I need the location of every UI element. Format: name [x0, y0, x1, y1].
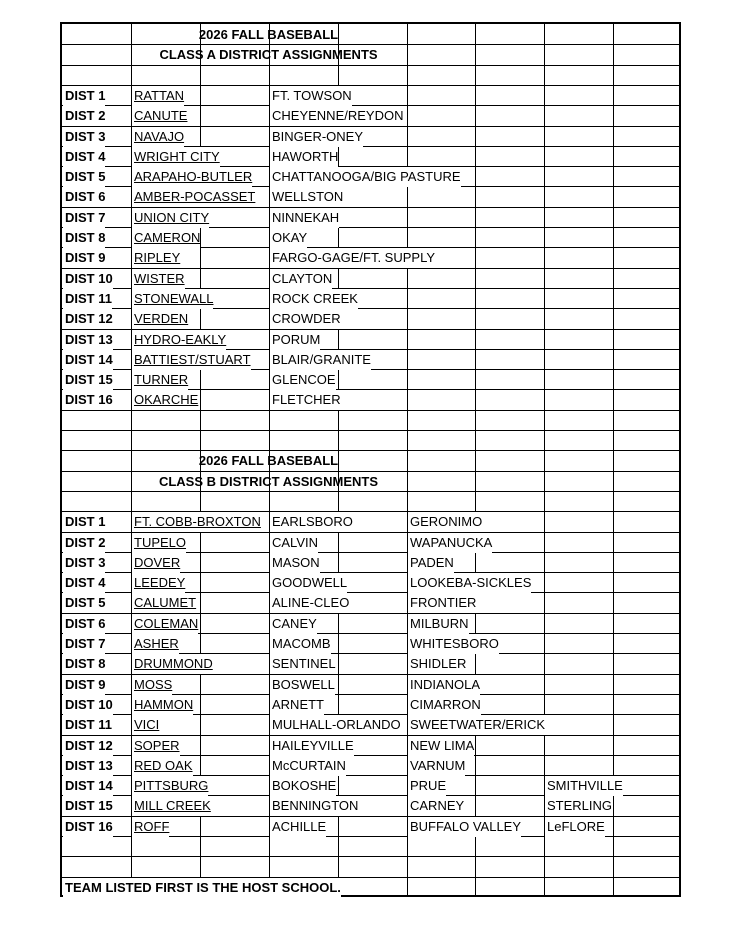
district-label: DIST 14: [63, 776, 113, 796]
district-label: DIST 7: [63, 208, 105, 228]
host-team: FT. COBB-BROXTON: [132, 512, 261, 532]
host-team: DRUMMOND: [132, 654, 213, 674]
district-label: DIST 2: [63, 533, 105, 553]
host-team: TURNER: [132, 370, 188, 390]
host-team: AMBER-POCASSET: [132, 187, 255, 207]
team-name: NEW LIMA: [408, 736, 474, 756]
team-name: SMITHVILLE: [545, 776, 623, 796]
team-name: HAWORTH: [270, 147, 338, 167]
team-name: BINGER-ONEY: [270, 127, 363, 147]
district-label: DIST 4: [63, 573, 105, 593]
grid-line: [62, 410, 679, 411]
team-name: ROCK CREEK: [270, 289, 358, 309]
district-label: DIST 11: [63, 715, 112, 735]
district-label: DIST 5: [63, 593, 105, 613]
host-team: RIPLEY: [132, 248, 180, 268]
grid-line: [544, 24, 545, 895]
team-name: MILBURN: [408, 614, 469, 634]
district-label: DIST 12: [63, 736, 113, 756]
team-name: WELLSTON: [270, 187, 343, 207]
team-name: CROWDER: [270, 309, 341, 329]
team-name: FT. TOWSON: [270, 86, 352, 106]
host-team: VICI: [132, 715, 159, 735]
district-label: DIST 4: [63, 147, 105, 167]
team-name: VARNUM: [408, 756, 465, 776]
team-name: CANEY: [270, 614, 317, 634]
district-label: DIST 10: [63, 695, 113, 715]
host-team: STONEWALL: [132, 289, 213, 309]
host-team: ARAPAHO-BUTLER: [132, 167, 252, 187]
section-subtitle: CLASS B DISTRICT ASSIGNMENTS: [158, 474, 379, 489]
host-team: LEEDEY: [132, 573, 185, 593]
district-label: DIST 3: [63, 553, 105, 573]
host-team: HYDRO-EAKLY: [132, 330, 226, 350]
team-name: SENTINEL: [270, 654, 336, 674]
district-label: DIST 12: [63, 309, 113, 329]
district-label: DIST 1: [63, 86, 105, 106]
grid-line: [62, 430, 679, 431]
district-label: DIST 2: [63, 106, 105, 126]
host-team: OKARCHE: [132, 390, 198, 410]
team-name: STERLING: [545, 796, 612, 816]
district-label: DIST 16: [63, 817, 113, 837]
team-name: McCURTAIN: [270, 756, 346, 776]
team-name: BENNINGTON: [270, 796, 358, 816]
district-label: DIST 11: [63, 289, 112, 309]
host-team: MILL CREEK: [132, 796, 211, 816]
district-label: DIST 10: [63, 269, 113, 289]
host-team: UNION CITY: [132, 208, 209, 228]
team-name: BOKOSHE: [270, 776, 336, 796]
district-assignment-sheet: [60, 22, 681, 897]
district-label: DIST 16: [63, 390, 113, 410]
district-label: DIST 9: [63, 248, 105, 268]
host-team: CAMERON: [132, 228, 200, 248]
district-label: DIST 13: [63, 756, 113, 776]
host-team: RED OAK: [132, 756, 193, 776]
host-team: SOPER: [132, 736, 180, 756]
grid-line: [62, 856, 679, 857]
host-team: HAMMON: [132, 695, 193, 715]
host-team: CALUMET: [132, 593, 196, 613]
team-name: HAILEYVILLE: [270, 736, 354, 756]
host-team: TUPELO: [132, 533, 186, 553]
team-name: SWEETWATER/ERICK: [408, 715, 545, 735]
team-name: PRUE: [408, 776, 446, 796]
host-team: CANUTE: [132, 106, 187, 126]
team-name: WHITESBORO: [408, 634, 499, 654]
team-name: ACHILLE: [270, 817, 326, 837]
host-team: ASHER: [132, 634, 179, 654]
host-team: WISTER: [132, 269, 185, 289]
district-label: DIST 7: [63, 634, 105, 654]
district-label: DIST 1: [63, 512, 105, 532]
district-label: DIST 5: [63, 167, 105, 187]
host-team: MOSS: [132, 675, 172, 695]
host-team: RATTAN: [132, 86, 184, 106]
district-label: DIST 14: [63, 350, 113, 370]
team-name: EARLSBORO: [270, 512, 353, 532]
team-name: MULHALL-ORLANDO: [270, 715, 401, 735]
grid-line: [62, 65, 679, 66]
district-label: DIST 15: [63, 370, 113, 390]
host-team: COLEMAN: [132, 614, 198, 634]
district-label: DIST 8: [63, 228, 105, 248]
district-label: DIST 6: [63, 187, 105, 207]
host-team: BATTIEST/STUART: [132, 350, 251, 370]
section-title: 2026 FALL BASEBALL: [198, 453, 339, 468]
grid-line: [613, 24, 614, 895]
team-name: LOOKEBA-SICKLES: [408, 573, 531, 593]
host-team: ROFF: [132, 817, 169, 837]
team-name: INDIANOLA: [408, 675, 480, 695]
district-label: DIST 3: [63, 127, 105, 147]
team-name: CIMARRON: [408, 695, 481, 715]
district-label: DIST 6: [63, 614, 105, 634]
team-name: OKAY: [270, 228, 307, 248]
team-name: ARNETT: [270, 695, 324, 715]
grid-line: [475, 24, 476, 895]
team-name: CLAYTON: [270, 269, 332, 289]
host-team: NAVAJO: [132, 127, 184, 147]
team-name: MACOMB: [270, 634, 331, 654]
team-name: GLENCOE: [270, 370, 336, 390]
host-team: WRIGHT CITY: [132, 147, 220, 167]
team-name: PADEN: [408, 553, 454, 573]
team-name: GOODWELL: [270, 573, 347, 593]
team-name: WAPANUCKA: [408, 533, 492, 553]
team-name: BUFFALO VALLEY: [408, 817, 521, 837]
host-team: VERDEN: [132, 309, 188, 329]
district-label: DIST 9: [63, 675, 105, 695]
team-name: FARGO-GAGE/FT. SUPPLY: [270, 248, 435, 268]
team-name: GERONIMO: [408, 512, 482, 532]
team-name: BLAIR/GRANITE: [270, 350, 371, 370]
team-name: MASON: [270, 553, 320, 573]
team-name: CHATTANOOGA/BIG PASTURE: [270, 167, 461, 187]
district-label: DIST 8: [63, 654, 105, 674]
team-name: SHIDLER: [408, 654, 466, 674]
team-name: LeFLORE: [545, 817, 605, 837]
district-label: DIST 15: [63, 796, 113, 816]
section-title: 2026 FALL BASEBALL: [198, 27, 339, 42]
team-name: BOSWELL: [270, 675, 335, 695]
team-name: NINNEKAH: [270, 208, 339, 228]
team-name: FLETCHER: [270, 390, 341, 410]
team-name: FRONTIER: [408, 593, 476, 613]
footer-note: TEAM LISTED FIRST IS THE HOST SCHOOL.: [63, 878, 341, 898]
team-name: ALINE-CLEO: [270, 593, 349, 613]
team-name: CALVIN: [270, 533, 318, 553]
team-name: CARNEY: [408, 796, 464, 816]
district-label: DIST 13: [63, 330, 113, 350]
host-team: PITTSBURG: [132, 776, 208, 796]
host-team: DOVER: [132, 553, 180, 573]
section-subtitle: CLASS A DISTRICT ASSIGNMENTS: [159, 47, 378, 62]
team-name: PORUM: [270, 330, 320, 350]
team-name: CHEYENNE/REYDON: [270, 106, 403, 126]
